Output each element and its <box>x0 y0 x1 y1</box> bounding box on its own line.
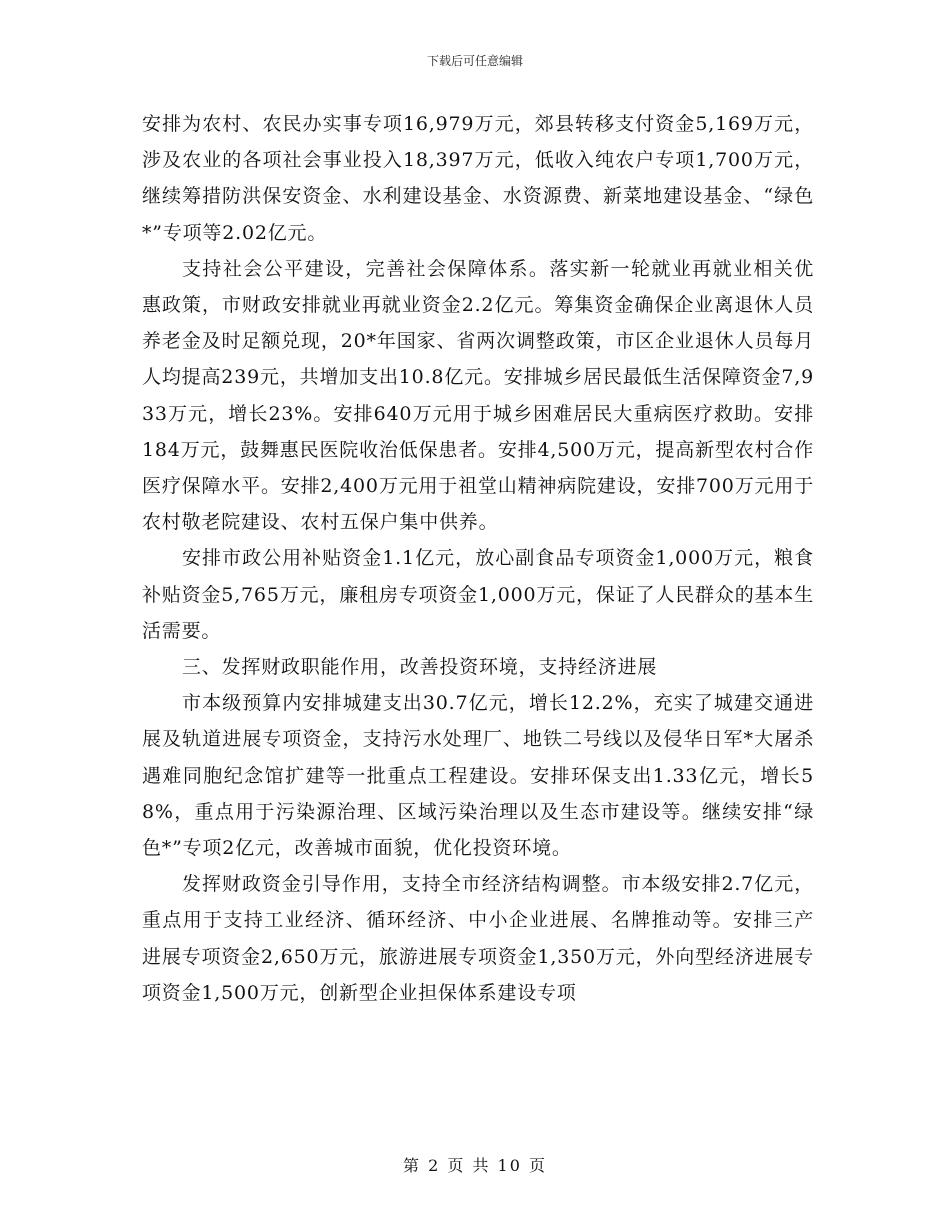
page-number: 第 2 页 共 10 页 <box>403 1156 547 1175</box>
document-body <box>142 106 814 1011</box>
section-heading: 三、发挥财政职能作用，改善投资环境，支持经济进展 <box>182 656 658 679</box>
paragraph: 市本级预算内安排城建支出30.7亿元，增长12.2%，充实了城建交通进展及轨道进展专项资金，支持污水处理厂、地铁二号线以及侵华日军*大屠杀遇难同胞纪念馆扩建等一批重点工程建设。安排环保支出1.33亿元，增长58%，重点用于污染源治理、区域污染治理以及生态市建设等。继续安排“绿色*”专项2亿元，改善城市面貌，优化投资环境。 <box>142 692 814 860</box>
paragraph: 安排为农村、农民办实事专项16,979万元，郊县转移支付资金5,169万元，涉及农业的各项社会事业投入18,397万元，低收入纯农户专项1,700万元，继续筹措防洪保安资金、水利建设基金、水资源费、新菜地建设基金、“绿色*”专项等2.02亿元。 <box>142 113 814 244</box>
paragraph: 安排市政公用补贴资金1.1亿元，放心副食品专项资金1,000万元，粮食补贴资金5,765万元，廉租房专项资金1,000万元，保证了人民群众的基本生活需要。 <box>142 547 814 642</box>
paragraph: 支持社会公平建设，完善社会保障体系。落实新一轮就业再就业相关优惠政策，市财政安排就业再就业资金2.2亿元。筹集资金确保企业离退休人员养老金及时足额兑现，20*年国家、省两次调整政策，市区企业退休人员每月人均提高239元，共增加支出10.8亿元。安排城乡居民最低生活保障资金7,933万元，增长23%。安排640万元用于城乡困难居民大重病医疗救助。安排184万元，鼓舞惠民医院收治低保患者。安排4,500万元，提高新型农村合作医疗保障水平。安排2,400万元用于祖堂山精神病院建设，安排700万元用于农村敬老院建设、农村五保户集中供养。 <box>142 257 814 534</box>
page-header: 下载后可任意编辑 <box>426 54 523 68</box>
paragraph: 发挥财政资金引导作用，支持全市经济结构调整。市本级安排2.7亿元，重点用于支持工业经济、循环经济、中小企业进展、名牌推动等。安排三产进展专项资金2,650万元，旅游进展专项资金1,350万元，外向型经济进展专项资金1,500万元，创新型企业担保体系建设专项 <box>142 873 814 1004</box>
